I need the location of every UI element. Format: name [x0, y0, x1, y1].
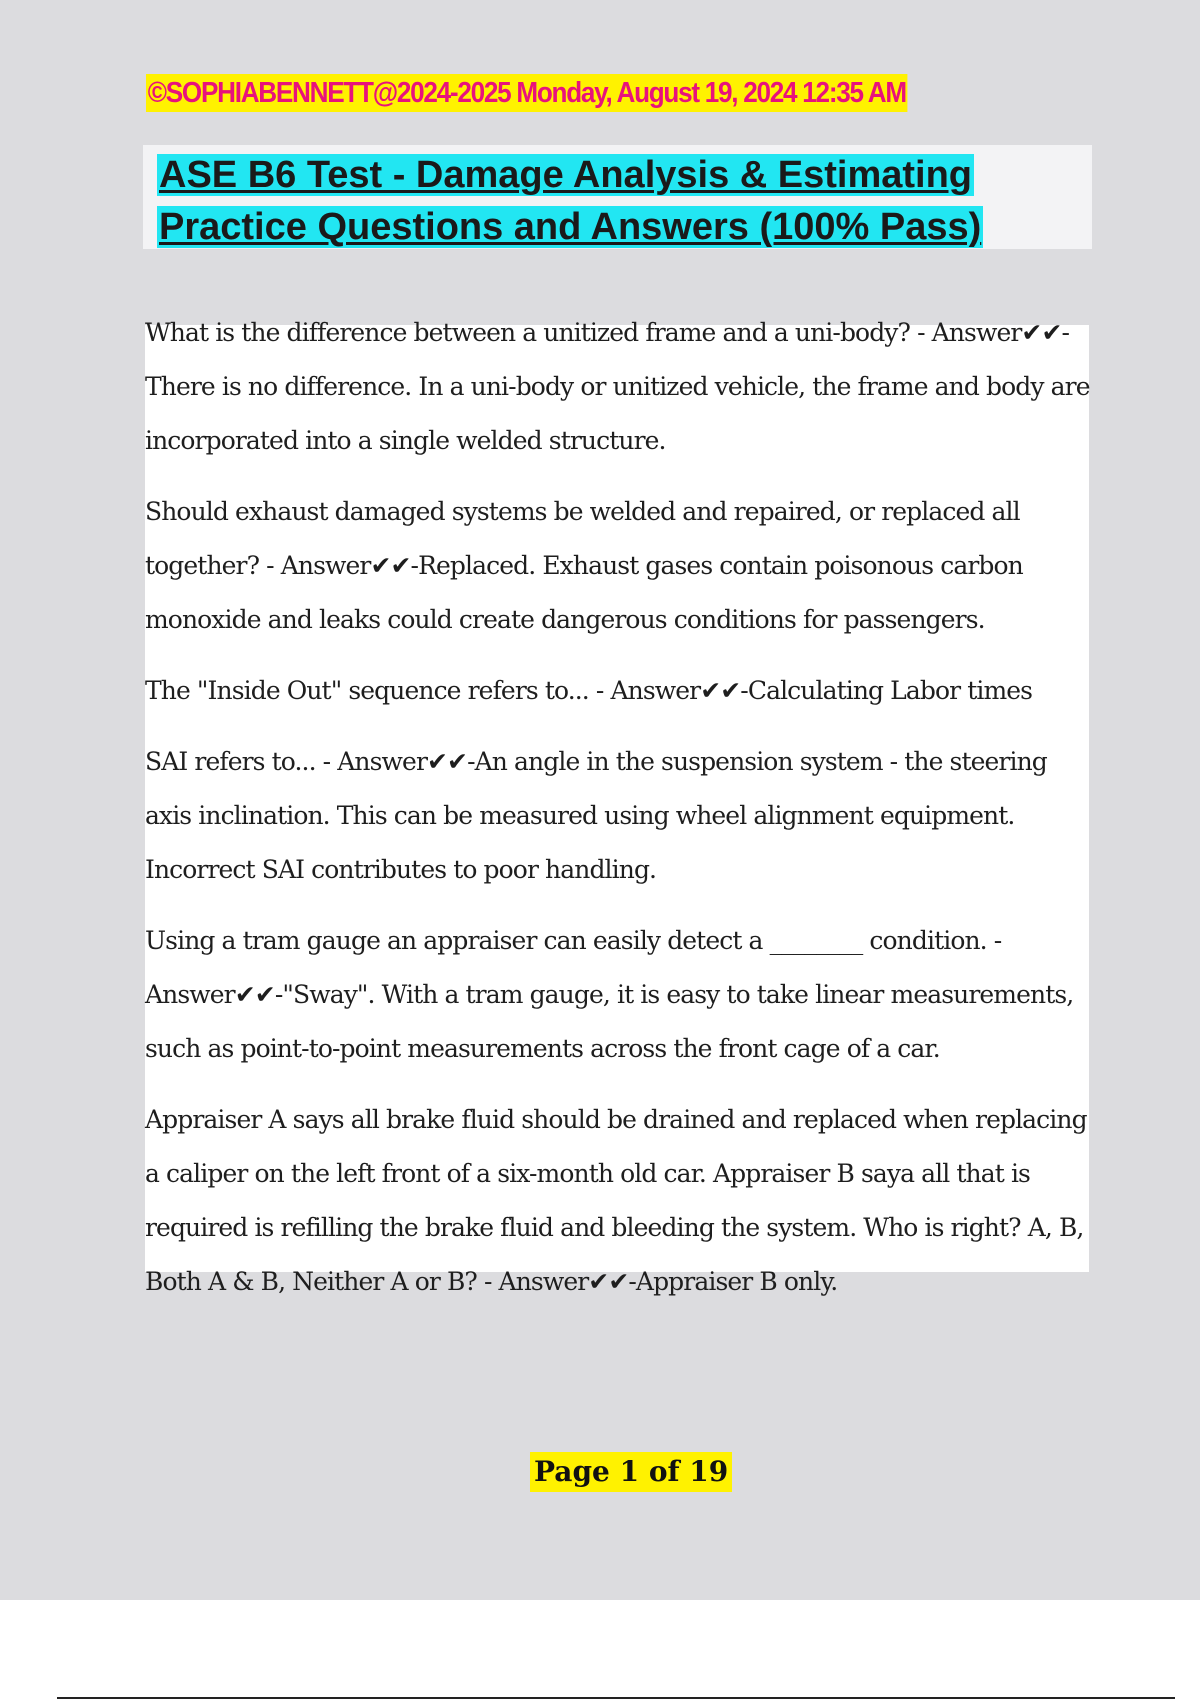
document-title-line-1: ASE B6 Test - Damage Analysis & Estimating — [159, 154, 973, 196]
document-title-line-2: Practice Questions and Answers (100% Pass) — [159, 206, 982, 248]
qa-item: SAI refers to... - Answer✔✔-An angle in the suspension system - the steering axis inclination. This can be measured using wheel alignment equipment. Incorrect SAI contributes to poor handling. — [145, 747, 1047, 884]
qa-item: What is the difference between a unitized frame and a uni-body? - Answer✔✔-There is no difference. In a uni-body or unitized vehicle, the frame and body are incorporated into a single welded structure. — [145, 318, 1090, 455]
qa-item: Should exhaust damaged systems be welded and repaired, or replaced all together? - Answer✔✔-Replaced. Exhaust gases contain poisonous carbon monoxide and leaks could create dangerous conditions for passengers. — [145, 497, 1023, 634]
qa-list — [145, 306, 1095, 1326]
document-title — [157, 149, 1087, 253]
qa-item: Appraiser A says all brake fluid should be drained and replaced when replacing a caliper on the left front of a six-month old car. Appraiser B saya all that is required is refilling the brake fluid and bleeding the system. Who is right? A, B, Both A & B, Neither A or B? - Answer✔✔-Appraiser B only. — [145, 1105, 1087, 1296]
document-header-watermark-text: ©SOPHIABENNETT@2024-2025 Monday, August 19, 2024 12:35 AM — [146, 74, 908, 112]
qa-item: The "Inside Out" sequence refers to... - Answer✔✔-Calculating Labor times — [145, 676, 1033, 705]
bottom-divider — [57, 1697, 1175, 1699]
qa-item: Using a tram gauge an appraiser can easily detect a ________ condition. - Answer✔✔-"Sway". With a tram gauge, it is easy to take linear measurements, such as point-to-point measurements across the front cage of a car. — [145, 926, 1074, 1063]
title-box — [143, 145, 1092, 249]
page-number: Page 1 of 19 — [530, 1452, 732, 1492]
